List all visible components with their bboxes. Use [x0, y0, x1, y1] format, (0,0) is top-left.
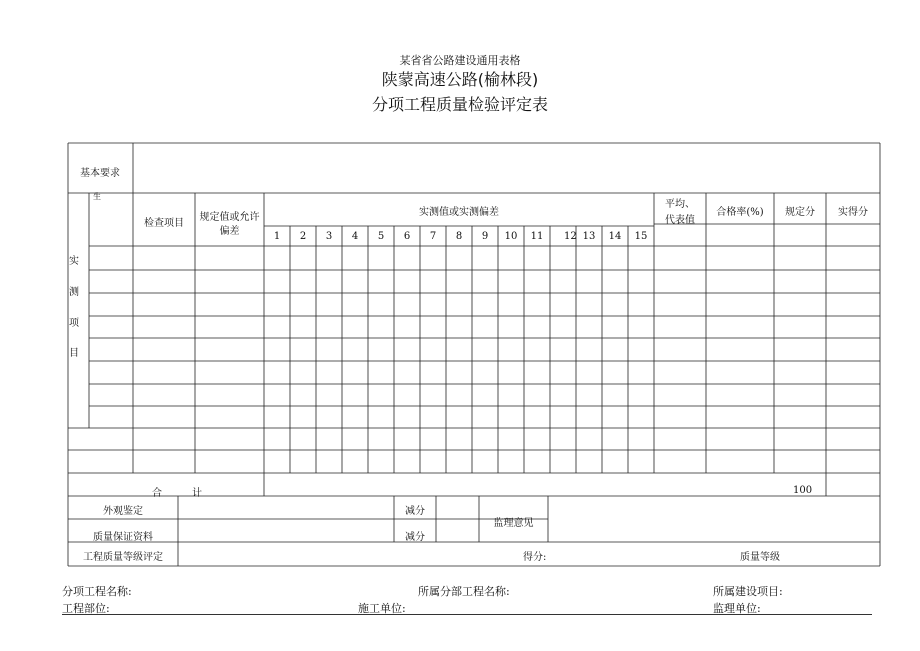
measure-number: 8: [455, 231, 463, 242]
side-label-char: 目: [69, 348, 79, 359]
footer-location: 工程部位:: [62, 602, 110, 615]
footer-project-name: 所属建设项目:: [713, 585, 783, 598]
score-label: 得分:: [523, 552, 547, 563]
basic-requirements-label: 基本要求: [80, 168, 120, 179]
col-header-spec-line1: 规定值或允许: [199, 212, 260, 223]
form-title: 分项工程质量检验评定表: [371, 95, 548, 114]
total-label-a: 合: [152, 488, 162, 499]
col-header-measured: 实测值或实测偏差: [419, 207, 499, 218]
measure-number: 4: [351, 231, 359, 242]
total-label-b: 计: [192, 488, 202, 499]
col-header-actual-score: 实得分: [838, 207, 868, 218]
footer-item-name: 分项工程名称:: [62, 585, 132, 598]
footer-division-name: 所属分部工程名称:: [418, 585, 510, 598]
measure-number: 6: [403, 231, 411, 242]
measure-number: 14: [608, 231, 622, 242]
grade-eval-label: 工程质量等级评定: [83, 552, 163, 563]
quality-grade-label: 质量等级: [740, 552, 780, 563]
col-header-avg-line1: 平均、: [665, 199, 695, 210]
deduct-label: 减分: [405, 506, 425, 517]
side-label-char: 项: [69, 318, 79, 329]
measure-number: 2: [299, 231, 307, 242]
col-header-score: 规定分: [785, 207, 815, 218]
quality-docs-label: 质量保证资料: [93, 532, 153, 543]
measure-number: 11: [530, 231, 544, 242]
total-score-value: 100: [793, 485, 813, 496]
footer-supervisor: 监理单位:: [713, 602, 761, 615]
col-header-check-item: 检查项目: [144, 218, 184, 229]
stray-mark: 生: [93, 192, 101, 201]
measure-number: 13: [582, 231, 596, 242]
col-header-pass-rate: 合格率(%): [716, 207, 764, 218]
col-header-spec-line2: 偏差: [219, 226, 240, 237]
measure-number: 10: [504, 231, 518, 242]
measure-number: 12: [564, 231, 577, 242]
measure-number: 5: [377, 231, 385, 242]
appearance-label: 外观鉴定: [103, 506, 143, 517]
measure-number: 3: [325, 231, 333, 242]
supervision-opinion-label: 监理意见: [493, 518, 534, 529]
footer-rule: [62, 614, 872, 615]
document-title: 陕蒙高速公路(榆林段): [381, 70, 539, 89]
measure-number: 15: [634, 231, 648, 242]
document-subtitle: 某省省公路建设通用表格: [399, 54, 521, 67]
side-label-char: 测: [69, 287, 79, 298]
col-header-avg-line2: 代表值: [665, 215, 695, 226]
measure-number: 9: [481, 231, 489, 242]
footer-contractor: 施工单位:: [358, 602, 406, 615]
measure-number: 1: [273, 231, 281, 242]
measure-number: 7: [429, 231, 437, 242]
deduct-label: 减分: [405, 532, 425, 543]
side-label-char: 实: [69, 256, 79, 267]
